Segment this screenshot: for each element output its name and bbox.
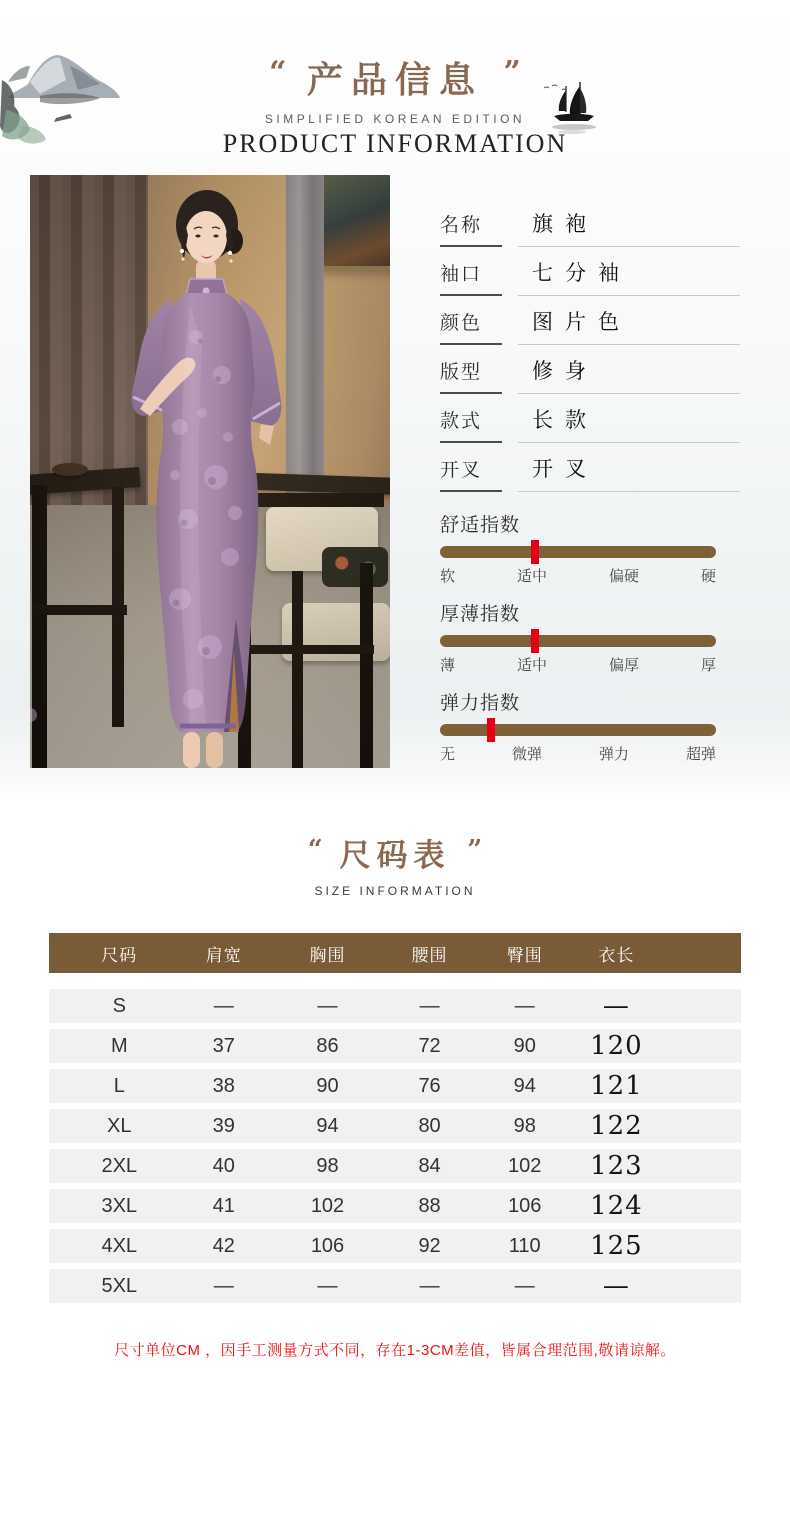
- size-label-cell: 3XL: [101, 1194, 138, 1217]
- size-section-header: [0, 800, 790, 898]
- size-label-cell: 4XL: [101, 1234, 138, 1257]
- open-quote-mark: “: [307, 835, 323, 865]
- size-column-header: 胸围: [309, 945, 346, 965]
- index-slider-marker: [487, 718, 495, 742]
- size-label-cell: 2XL: [101, 1154, 138, 1177]
- attribute-underline-light: [518, 491, 740, 492]
- attribute-value: 图片色: [532, 310, 631, 334]
- index-block: [440, 510, 740, 586]
- attribute-row: [440, 198, 740, 247]
- size-value-cell: 88: [418, 1194, 441, 1217]
- size-value-cell: —: [602, 1271, 630, 1301]
- size-column-header: 臀围: [506, 945, 543, 965]
- index-block: [440, 599, 740, 675]
- size-value-cell: —: [213, 994, 234, 1017]
- attribute-row: [440, 296, 740, 345]
- size-table-row: [49, 1109, 741, 1143]
- size-value-cell: 125: [590, 1231, 643, 1261]
- close-quote-mark: ”: [503, 55, 521, 90]
- size-value-cell: 80: [418, 1114, 441, 1137]
- size-table-row: [49, 1149, 741, 1183]
- open-quote-mark: “: [269, 55, 287, 90]
- size-column-header: 尺码: [101, 945, 138, 965]
- size-column-header: 衣长: [598, 945, 635, 965]
- index-slider-marker: [531, 540, 539, 564]
- attribute-value: 旗袍: [532, 212, 598, 236]
- size-value-cell: 41: [212, 1194, 235, 1217]
- attribute-list: [440, 198, 740, 492]
- size-column-header: 肩宽: [205, 945, 242, 965]
- index-label: 无: [440, 746, 456, 763]
- size-value-cell: 122: [590, 1111, 643, 1141]
- size-chart-section: [0, 800, 790, 1360]
- product-photo: [30, 175, 390, 768]
- attribute-label: 版型: [440, 362, 483, 383]
- index-title: 厚薄指数: [440, 604, 521, 625]
- index-block: [440, 688, 740, 764]
- index-label: 薄: [440, 657, 456, 674]
- index-labels: [440, 654, 716, 675]
- size-value-cell: —: [213, 1274, 234, 1297]
- page-title-text: 产品信息: [306, 59, 483, 101]
- size-value-cell: 72: [418, 1034, 441, 1057]
- index-title: 弹力指数: [440, 693, 521, 714]
- index-labels: [440, 565, 716, 586]
- size-value-cell: —: [514, 994, 535, 1017]
- size-value-cell: 38: [212, 1074, 235, 1097]
- size-table-row: [49, 1189, 741, 1223]
- index-list: [440, 510, 740, 764]
- size-label-cell: S: [112, 994, 126, 1017]
- index-label: 适中: [516, 568, 547, 585]
- index-label: 适中: [516, 657, 547, 674]
- size-value-cell: —: [317, 1274, 338, 1297]
- size-label-cell: 5XL: [101, 1274, 138, 1297]
- attribute-row: [440, 345, 740, 394]
- index-slider-marker: [531, 629, 539, 653]
- size-table-row: [49, 1029, 741, 1063]
- attribute-label: 名称: [440, 215, 483, 236]
- size-value-cell: 98: [316, 1154, 339, 1177]
- index-labels: [440, 743, 716, 764]
- index-label: 软: [440, 568, 456, 585]
- size-value-cell: 120: [590, 1031, 643, 1061]
- size-table-row: [49, 989, 741, 1023]
- size-value-cell: 124: [590, 1191, 643, 1221]
- attribute-label: 袖口: [440, 264, 483, 285]
- size-value-cell: 76: [418, 1074, 441, 1097]
- size-value-cell: 94: [316, 1114, 339, 1137]
- size-value-cell: 40: [212, 1154, 235, 1177]
- size-table-body: [49, 989, 741, 1303]
- size-value-cell: 110: [508, 1234, 541, 1257]
- attribute-value: 长款: [532, 408, 598, 432]
- size-value-cell: 102: [310, 1194, 345, 1217]
- size-value-cell: 90: [316, 1074, 339, 1097]
- attribute-label: 款式: [440, 411, 483, 432]
- size-value-cell: —: [602, 991, 630, 1021]
- size-value-cell: 90: [513, 1034, 536, 1057]
- size-value-cell: —: [514, 1274, 535, 1297]
- index-title: 舒适指数: [440, 515, 521, 536]
- size-value-cell: 94: [513, 1074, 536, 1097]
- attribute-row: [440, 247, 740, 296]
- size-value-cell: 123: [590, 1151, 643, 1181]
- size-column-header: 腰围: [411, 945, 448, 965]
- size-value-cell: —: [317, 994, 338, 1017]
- index-slider-bar: [440, 635, 716, 647]
- attribute-value: 修身: [532, 359, 598, 383]
- size-value-cell: —: [419, 994, 440, 1017]
- attribute-label: 颜色: [440, 313, 483, 334]
- section-header: [0, 52, 790, 159]
- index-label: 厚: [700, 657, 716, 674]
- index-slider-bar: [440, 724, 716, 736]
- attribute-row: [440, 443, 740, 492]
- index-label: 偏厚: [608, 657, 639, 674]
- index-label: 微弹: [511, 746, 542, 763]
- size-value-cell: 86: [316, 1034, 339, 1057]
- index-label: 超弹: [685, 746, 716, 763]
- size-value-cell: —: [419, 1274, 440, 1297]
- model-qipao-illustration: [30, 175, 390, 768]
- size-table-row: [49, 1269, 741, 1303]
- product-details-column: [440, 198, 740, 777]
- size-value-cell: 92: [418, 1234, 441, 1257]
- size-value-cell: 98: [513, 1114, 536, 1137]
- size-value-cell: 121: [590, 1071, 643, 1101]
- index-label: 硬: [700, 568, 716, 585]
- index-label: 弹力: [598, 746, 629, 763]
- size-label-cell: M: [110, 1034, 128, 1057]
- attribute-value: 七分袖: [532, 261, 631, 285]
- size-value-cell: 84: [418, 1154, 441, 1177]
- subtitle-english: PRODUCT INFORMATION: [222, 129, 568, 158]
- measurement-note: 尺寸单位CM ，因手工测量方式不同，存在1-3CM差值，皆属合理范围,敬请谅解。: [114, 1342, 676, 1359]
- size-value-cell: 102: [508, 1154, 542, 1177]
- size-value-cell: 37: [212, 1034, 235, 1057]
- size-section-subtitle: SIZE INFORMATION: [314, 884, 476, 898]
- size-table-row: [49, 1069, 741, 1103]
- attribute-value: 开叉: [532, 457, 598, 481]
- attribute-label: 开叉: [440, 460, 483, 481]
- size-table-header: [49, 933, 741, 973]
- attribute-row: [440, 394, 740, 443]
- tagline: SIMPLIFIED KOREAN EDITION: [264, 112, 526, 126]
- size-table: [49, 933, 741, 1303]
- index-label: 偏硬: [608, 568, 639, 585]
- size-value-cell: 42: [212, 1234, 235, 1257]
- size-label-cell: L: [113, 1074, 125, 1097]
- size-value-cell: 106: [508, 1194, 542, 1217]
- index-slider-bar: [440, 546, 716, 558]
- attribute-underline-dark: [440, 490, 502, 492]
- size-section-title: [0, 830, 790, 875]
- page-title: [0, 52, 790, 103]
- size-value-cell: 39: [212, 1114, 235, 1137]
- size-value-cell: 106: [310, 1234, 345, 1257]
- size-title-text: 尺码表: [339, 838, 451, 874]
- size-label-cell: XL: [107, 1114, 132, 1137]
- size-table-row: [49, 1229, 741, 1263]
- close-quote-mark: ”: [467, 835, 483, 865]
